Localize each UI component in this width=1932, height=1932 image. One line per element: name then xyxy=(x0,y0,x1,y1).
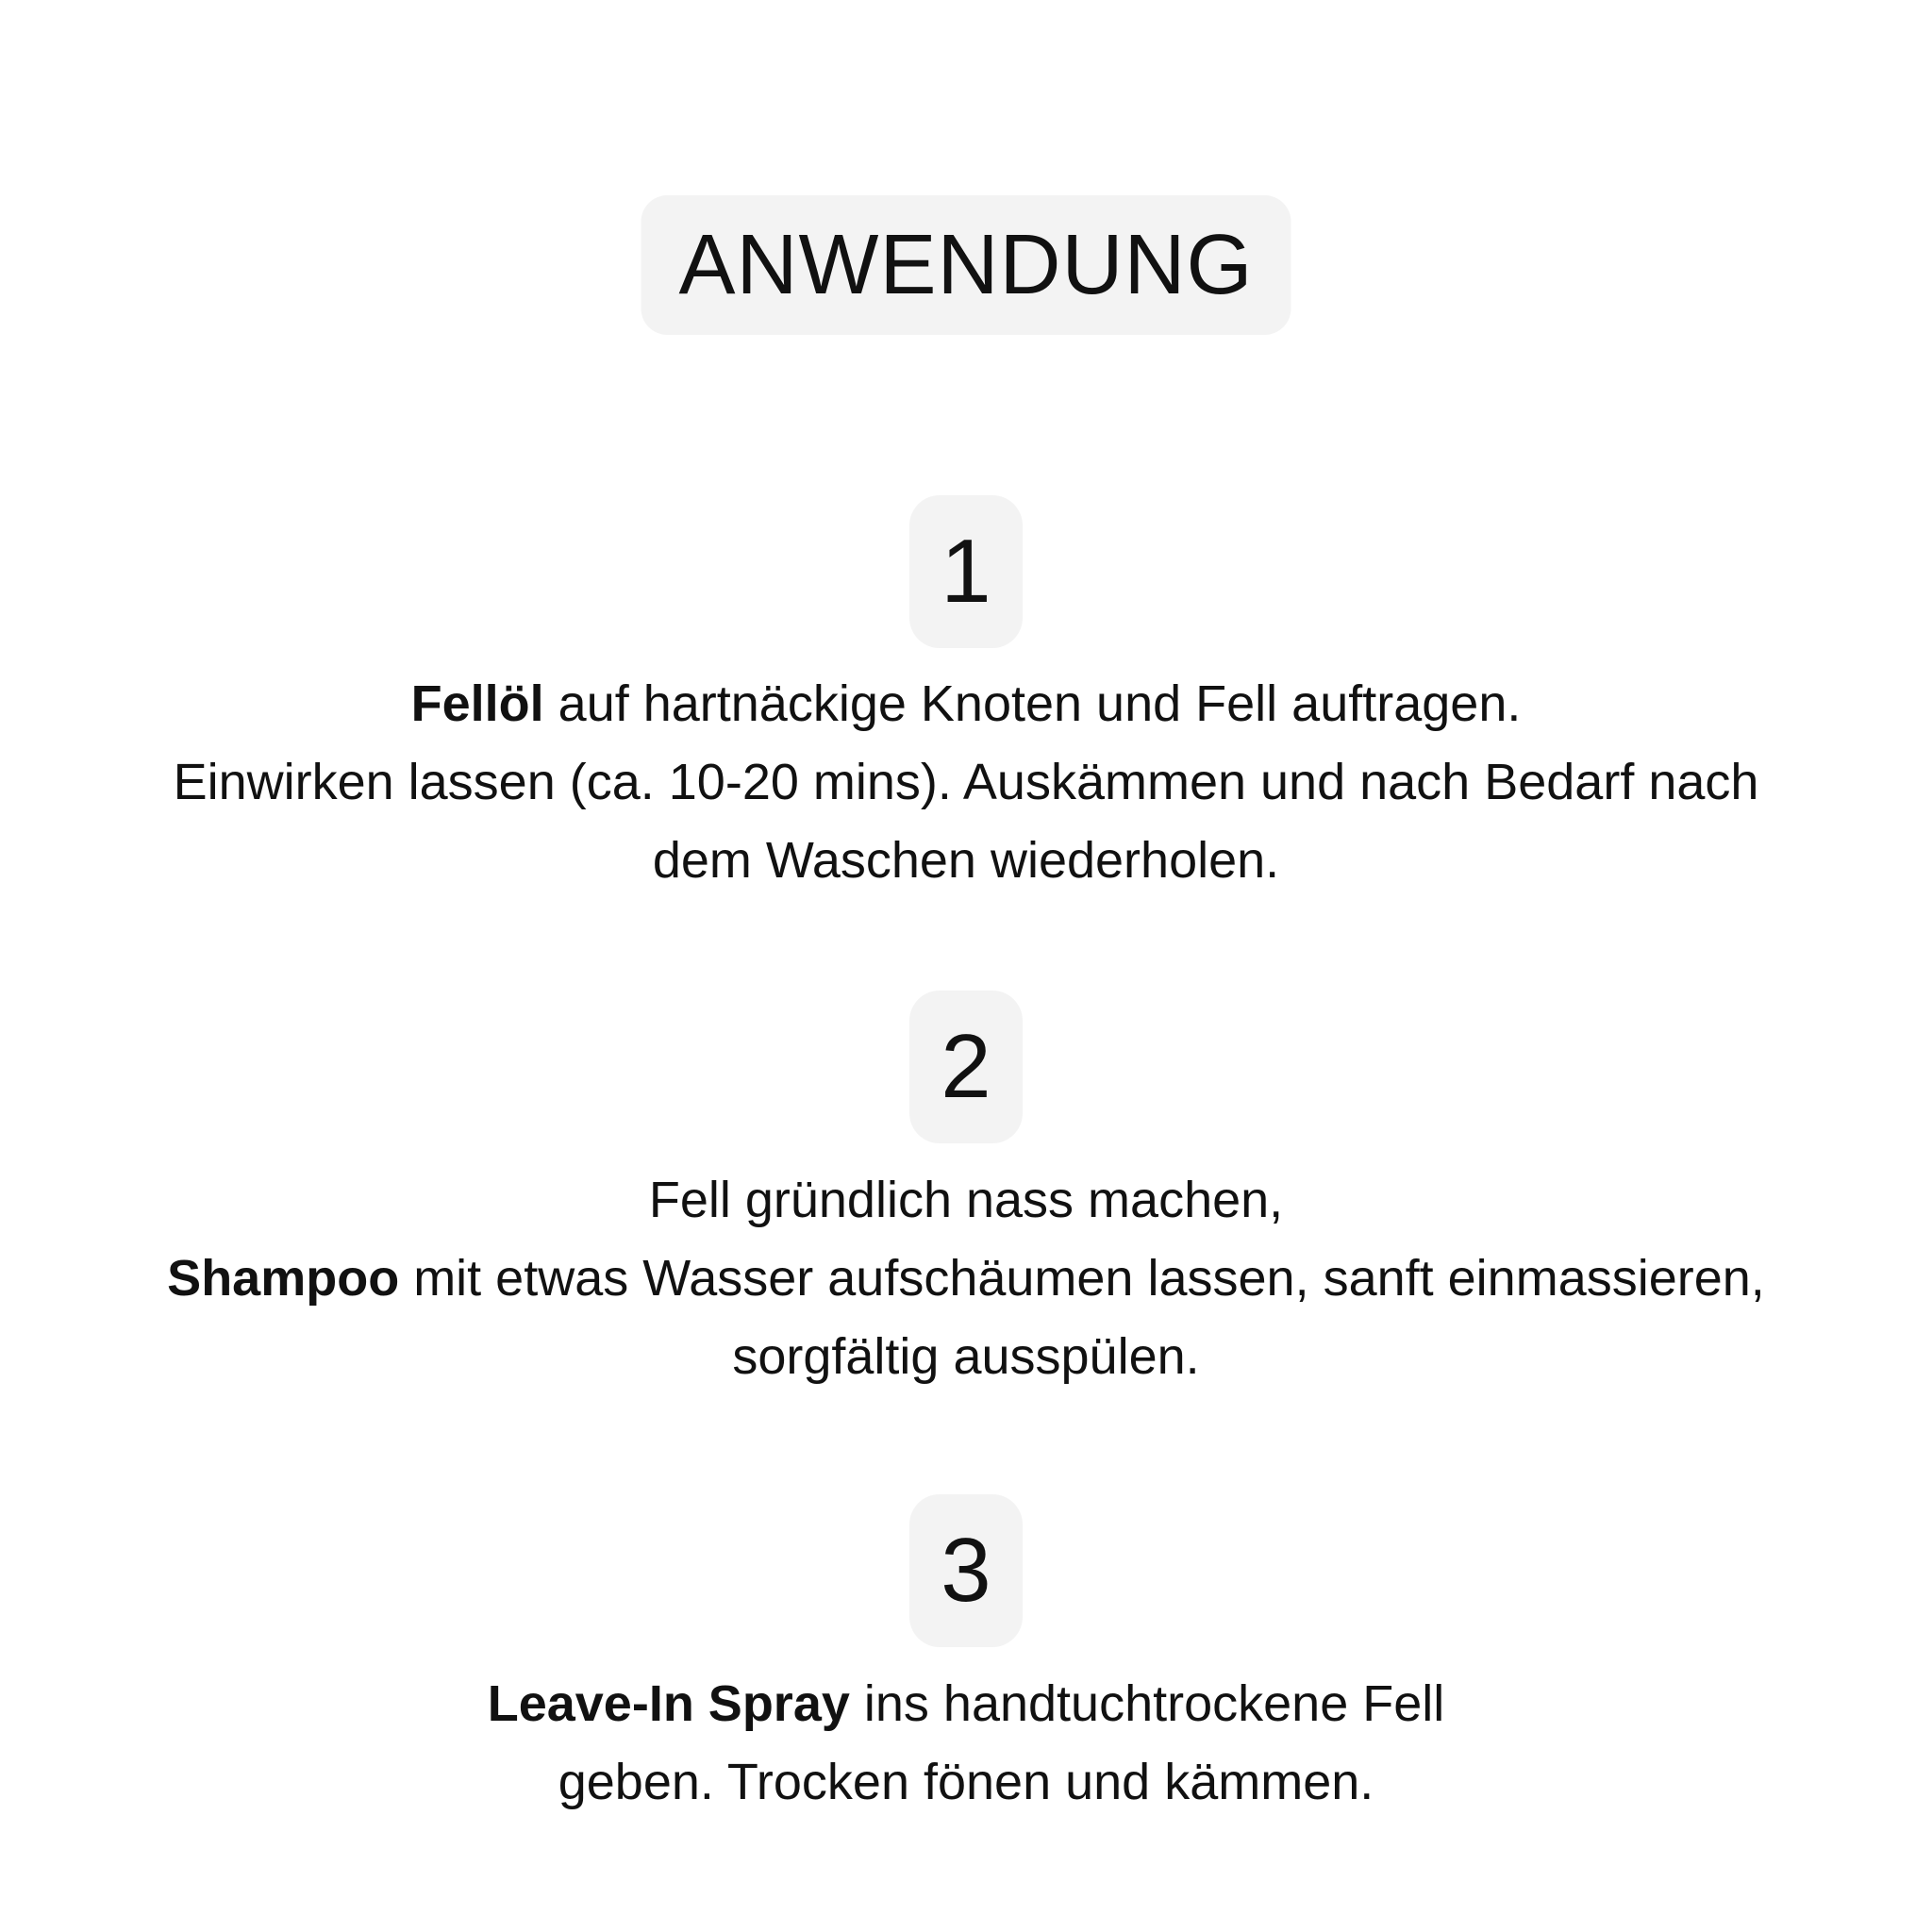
step-1-line-3: dem Waschen wiederholen. xyxy=(652,832,1280,889)
step-number-2: 2 xyxy=(909,991,1023,1143)
step-3-line-2: geben. Trocken fönen und kämmen. xyxy=(558,1754,1374,1810)
step-1-line-2: Einwirken lassen (ca. 10-20 mins). Auskämmen und nach Bedarf nach xyxy=(173,754,1759,810)
step-number-1: 1 xyxy=(909,495,1023,648)
step-2-line-1: Fell gründlich nass machen, xyxy=(648,1172,1284,1228)
step-text-2 xyxy=(0,1161,1932,1396)
step-text-3 xyxy=(0,1665,1932,1822)
step-2-line-2: Shampoo mit etwas Wasser aufschäumen lassen, sanft einmassieren, xyxy=(167,1250,1765,1307)
page-title: ANWENDUNG xyxy=(641,195,1291,335)
step-number-3: 3 xyxy=(909,1494,1023,1647)
step-1-line-1: Fellöl auf hartnäckige Knoten und Fell auftragen. xyxy=(410,675,1522,732)
step-2-line-3: sorgfältig ausspülen. xyxy=(732,1328,1200,1385)
step-text-1 xyxy=(0,665,1932,900)
step-3-line-1: Leave-In Spray ins handtuchtrockene Fell xyxy=(487,1675,1445,1732)
